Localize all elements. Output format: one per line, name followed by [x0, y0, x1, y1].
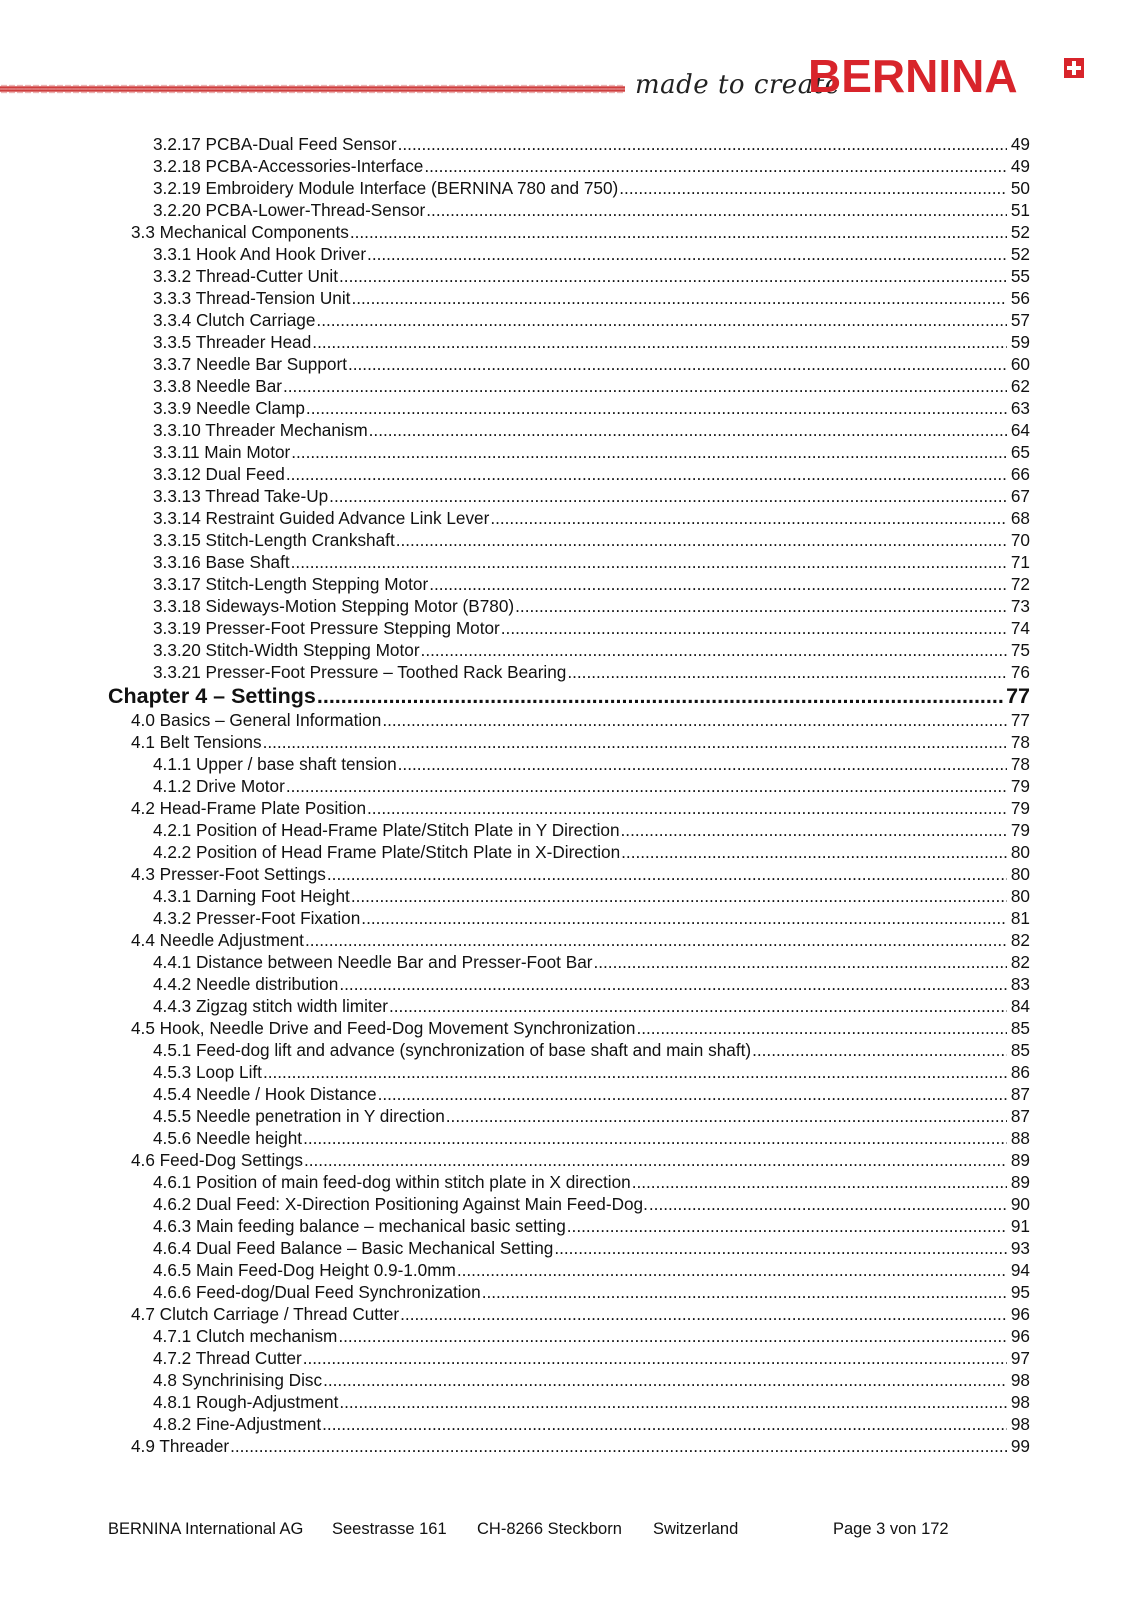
toc-dot-leader	[291, 551, 1007, 573]
toc-entry-page-number: 79	[1010, 820, 1030, 840]
toc-dot-leader	[396, 529, 1007, 551]
toc-entry-title: 3.3.9 Needle Clamp	[153, 398, 305, 418]
toc-dot-leader	[567, 661, 1007, 683]
toc-entry[interactable]	[108, 1325, 1030, 1347]
toc-entry-page-number: 71	[1010, 552, 1030, 572]
toc-entry-page-number: 96	[1010, 1304, 1030, 1324]
toc-dot-leader	[429, 573, 1007, 595]
toc-entry[interactable]	[108, 1391, 1030, 1413]
toc-entry-title: 4.1.2 Drive Motor	[153, 776, 285, 796]
toc-entry[interactable]	[108, 731, 1030, 753]
footer-country: Switzerland	[653, 1520, 739, 1538]
toc-dot-leader	[369, 419, 1007, 441]
toc-entry[interactable]	[108, 177, 1030, 199]
toc-entry-title: 3.2.18 PCBA-Accessories-Interface	[153, 156, 424, 176]
toc-entry[interactable]	[108, 133, 1030, 155]
toc-entry-page-number: 84	[1010, 996, 1030, 1016]
toc-entry-page-number: 73	[1010, 596, 1030, 616]
toc-entry-title: 4.3.1 Darning Foot Height	[153, 886, 350, 906]
toc-entry-page-number: 66	[1010, 464, 1030, 484]
toc-entry[interactable]	[108, 595, 1030, 617]
toc-entry-title: 4.5.1 Feed-dog lift and advance (synchronization of base shaft and main shaft)	[153, 1040, 752, 1060]
toc-dot-leader	[367, 797, 1007, 819]
toc-entry-title: 4.8 Synchrinising Disc	[153, 1370, 323, 1390]
toc-dot-leader	[593, 951, 1007, 973]
toc-entry[interactable]	[108, 1413, 1030, 1435]
toc-entry[interactable]	[108, 617, 1030, 639]
toc-entry[interactable]	[108, 1435, 1030, 1457]
toc-entry-title: 4.6.1 Position of main feed-dog within stitch plate in X direction	[153, 1172, 631, 1192]
toc-entry[interactable]	[108, 1105, 1030, 1127]
toc-entry-title: 3.3.18 Sideways-Motion Stepping Motor (B780)	[153, 596, 515, 616]
toc-entry-page-number: 94	[1010, 1260, 1030, 1280]
footer-street: Seestrasse 161	[332, 1520, 447, 1538]
footer-page-number: Page 3 von 172	[833, 1520, 949, 1538]
toc-dot-leader	[339, 973, 1007, 995]
toc-entry-title: 3.3 Mechanical Components	[131, 222, 349, 242]
toc-entry-title: 4.7.1 Clutch mechanism	[153, 1326, 338, 1346]
brand-tagline: made to create	[635, 70, 841, 100]
toc-entry[interactable]	[108, 397, 1030, 419]
toc-dot-leader	[636, 1017, 1007, 1039]
toc-entry[interactable]	[108, 797, 1030, 819]
toc-entry[interactable]	[108, 243, 1030, 265]
toc-dot-leader	[367, 243, 1007, 265]
toc-entry[interactable]	[108, 287, 1030, 309]
toc-entry-title: 3.3.20 Stitch-Width Stepping Motor	[153, 640, 420, 660]
toc-entry-page-number: 49	[1010, 156, 1030, 176]
toc-entry-page-number: 56	[1010, 288, 1030, 308]
toc-entry-title: 4.6.5 Main Feed-Dog Height 0.9-1.0mm	[153, 1260, 456, 1280]
toc-entry[interactable]	[108, 1061, 1030, 1083]
toc-dot-leader	[457, 1259, 1007, 1281]
toc-entry[interactable]	[108, 485, 1030, 507]
toc-entry[interactable]	[108, 1127, 1030, 1149]
toc-entry-title: 3.3.2 Thread-Cutter Unit	[153, 266, 339, 286]
toc-entry[interactable]	[108, 507, 1030, 529]
toc-entry-page-number: 98	[1010, 1392, 1030, 1412]
toc-entry[interactable]	[108, 1039, 1030, 1061]
toc-dot-leader	[515, 595, 1007, 617]
toc-entry[interactable]	[108, 463, 1030, 485]
toc-entry-page-number: 81	[1010, 908, 1030, 928]
footer-city: CH-8266 Steckborn	[477, 1520, 622, 1538]
toc-entry-title: 3.2.20 PCBA-Lower-Thread-Sensor	[153, 200, 426, 220]
toc-entry-title: 4.5 Hook, Needle Drive and Feed-Dog Movement Synchronization	[131, 1018, 636, 1038]
toc-entry-title: Chapter 4 – Settings	[108, 684, 316, 708]
toc-entry-page-number: 67	[1010, 486, 1030, 506]
toc-dot-leader	[303, 1347, 1007, 1369]
toc-entry-page-number: 89	[1010, 1172, 1030, 1192]
toc-dot-leader	[361, 907, 1007, 929]
toc-entry-title: 3.2.17 PCBA-Dual Feed Sensor	[153, 134, 397, 154]
toc-dot-leader	[400, 1303, 1007, 1325]
toc-entry-page-number: 91	[1010, 1216, 1030, 1236]
toc-entry[interactable]	[108, 951, 1030, 973]
toc-entry[interactable]	[108, 973, 1030, 995]
toc-entry-page-number: 80	[1010, 842, 1030, 862]
toc-entry[interactable]	[108, 907, 1030, 929]
toc-dot-leader	[501, 617, 1007, 639]
toc-entry-title: 3.3.12 Dual Feed	[153, 464, 285, 484]
toc-entry-title: 3.3.16 Base Shaft	[153, 552, 290, 572]
toc-entry-title: 4.5.5 Needle penetration in Y direction	[153, 1106, 445, 1126]
toc-entry[interactable]	[108, 709, 1030, 731]
toc-dot-leader	[286, 775, 1007, 797]
toc-entry[interactable]	[108, 1083, 1030, 1105]
toc-entry[interactable]	[108, 1215, 1030, 1237]
toc-entry-page-number: 88	[1010, 1128, 1030, 1148]
toc-entry[interactable]	[108, 419, 1030, 441]
toc-entry-title: 4.6.2 Dual Feed: X-Direction Positioning Against Main Feed-Dog.	[153, 1194, 648, 1214]
decorative-zigzag-border	[0, 84, 625, 94]
toc-dot-leader	[490, 507, 1007, 529]
toc-entry[interactable]	[108, 1149, 1030, 1171]
toc-entry-title: 4.0 Basics – General Information	[131, 710, 382, 730]
swiss-cross-icon	[1064, 58, 1084, 78]
toc-dot-leader	[286, 463, 1007, 485]
toc-dot-leader	[303, 1127, 1007, 1149]
toc-dot-leader	[317, 683, 1005, 709]
toc-entry[interactable]	[108, 551, 1030, 573]
toc-entry-page-number: 64	[1010, 420, 1030, 440]
toc-dot-leader	[567, 1215, 1007, 1237]
toc-entry-page-number: 87	[1010, 1106, 1030, 1126]
toc-entry-page-number: 76	[1010, 662, 1030, 682]
toc-entry-page-number: 60	[1010, 354, 1030, 374]
page-header	[0, 0, 1132, 120]
toc-entry-page-number: 86	[1010, 1062, 1030, 1082]
toc-dot-leader	[327, 863, 1007, 885]
toc-dot-leader	[230, 1435, 1007, 1457]
toc-dot-leader	[305, 929, 1007, 951]
toc-entry-page-number: 70	[1010, 530, 1030, 550]
toc-dot-leader	[304, 1149, 1007, 1171]
toc-entry-page-number: 99	[1010, 1436, 1030, 1456]
toc-entry[interactable]	[108, 1017, 1030, 1039]
toc-entry-title: 4.7 Clutch Carriage / Thread Cutter	[131, 1304, 400, 1324]
toc-entry-title: 4.2.2 Position of Head Frame Plate/Stitch Plate in X-Direction	[153, 842, 621, 862]
toc-dot-leader	[382, 709, 1007, 731]
toc-dot-leader	[348, 353, 1007, 375]
toc-dot-leader	[621, 819, 1007, 841]
toc-entry-page-number: 97	[1010, 1348, 1030, 1368]
toc-entry-title: 3.2.19 Embroidery Module Interface (BERNINA 780 and 750)	[153, 178, 619, 198]
toc-entry[interactable]	[108, 1369, 1030, 1391]
toc-entry-title: 4.5.4 Needle / Hook Distance	[153, 1084, 377, 1104]
toc-entry-title: 4.3.2 Presser-Foot Fixation	[153, 908, 361, 928]
toc-entry-page-number: 82	[1010, 952, 1030, 972]
toc-entry-page-number: 82	[1010, 930, 1030, 950]
toc-dot-leader	[263, 1061, 1007, 1083]
toc-entry-page-number: 75	[1010, 640, 1030, 660]
toc-entry-title: 3.3.3 Thread-Tension Unit	[153, 288, 351, 308]
toc-entry-page-number: 95	[1010, 1282, 1030, 1302]
toc-entry-title: 4.8.1 Rough-Adjustment	[153, 1392, 339, 1412]
toc-dot-leader	[752, 1039, 1007, 1061]
toc-dot-leader	[389, 995, 1007, 1017]
toc-entry-page-number: 52	[1010, 222, 1030, 242]
toc-dot-leader	[322, 1413, 1007, 1435]
toc-entry-page-number: 80	[1010, 864, 1030, 884]
toc-entry[interactable]	[108, 573, 1030, 595]
toc-dot-leader	[323, 1369, 1007, 1391]
toc-entry-page-number: 85	[1010, 1040, 1030, 1060]
toc-entry-title: 4.8.2 Fine-Adjustment	[153, 1414, 322, 1434]
toc-entry-title: 4.9 Threader	[131, 1436, 230, 1456]
toc-entry[interactable]	[108, 1193, 1030, 1215]
toc-entry[interactable]	[108, 199, 1030, 221]
toc-entry-title: 4.2 Head-Frame Plate Position	[131, 798, 367, 818]
toc-dot-leader	[291, 441, 1007, 463]
toc-entry-page-number: 98	[1010, 1370, 1030, 1390]
toc-dot-leader	[554, 1237, 1007, 1259]
toc-dot-leader	[312, 331, 1007, 353]
toc-entry[interactable]	[108, 441, 1030, 463]
toc-entry-title: 4.1 Belt Tensions	[131, 732, 262, 752]
toc-dot-leader	[426, 199, 1007, 221]
toc-dot-leader	[263, 731, 1007, 753]
toc-entry-page-number: 63	[1010, 398, 1030, 418]
toc-entry-page-number: 62	[1010, 376, 1030, 396]
toc-dot-leader	[632, 1171, 1007, 1193]
toc-entry-page-number: 49	[1010, 134, 1030, 154]
toc-entry-title: 3.3.17 Stitch-Length Stepping Motor	[153, 574, 429, 594]
toc-entry-page-number: 98	[1010, 1414, 1030, 1434]
toc-entry-title: 3.3.7 Needle Bar Support	[153, 354, 347, 374]
toc-dot-leader	[446, 1105, 1007, 1127]
toc-entry-page-number: 79	[1010, 798, 1030, 818]
toc-entry-page-number: 90	[1010, 1194, 1030, 1214]
toc-entry[interactable]	[108, 775, 1030, 797]
toc-entry-title: 3.3.1 Hook And Hook Driver	[153, 244, 367, 264]
toc-entry[interactable]	[108, 661, 1030, 683]
toc-entry-page-number: 55	[1010, 266, 1030, 286]
toc-dot-leader	[306, 397, 1007, 419]
toc-entry-page-number: 93	[1010, 1238, 1030, 1258]
toc-entry-title: 4.4.3 Zigzag stitch width limiter	[153, 996, 388, 1016]
toc-entry[interactable]	[108, 1303, 1030, 1325]
toc-entry-page-number: 68	[1010, 508, 1030, 528]
footer-company: BERNINA International AG	[108, 1520, 304, 1538]
toc-entry-title: 4.4.2 Needle distribution	[153, 974, 339, 994]
toc-entry-title: 4.6.4 Dual Feed Balance – Basic Mechanical Setting	[153, 1238, 554, 1258]
toc-entry[interactable]	[108, 929, 1030, 951]
toc-dot-leader	[619, 177, 1007, 199]
toc-entry-title: 3.3.10 Threader Mechanism	[153, 420, 368, 440]
toc-dot-leader	[649, 1193, 1007, 1215]
toc-entry[interactable]	[108, 309, 1030, 331]
toc-entry[interactable]	[108, 353, 1030, 375]
toc-entry[interactable]	[108, 375, 1030, 397]
toc-entry-title: 4.6.6 Feed-dog/Dual Feed Synchronization	[153, 1282, 481, 1302]
toc-entry-title: 4.5.3 Loop Lift	[153, 1062, 262, 1082]
toc-dot-leader	[424, 155, 1007, 177]
toc-entry[interactable]	[108, 885, 1030, 907]
toc-entry[interactable]	[108, 1171, 1030, 1193]
toc-entry-title: 4.6 Feed-Dog Settings	[131, 1150, 303, 1170]
toc-entry-page-number: 78	[1010, 754, 1030, 774]
toc-entry-page-number: 96	[1010, 1326, 1030, 1346]
toc-entry-title: 4.1.1 Upper / base shaft tension	[153, 754, 397, 774]
toc-entry-title: 3.3.14 Restraint Guided Advance Link Lever	[153, 508, 490, 528]
toc-entry[interactable]	[108, 331, 1030, 353]
toc-entry-title: 4.4.1 Distance between Needle Bar and Presser-Foot Bar	[153, 952, 593, 972]
toc-entry-title: 3.3.19 Presser-Foot Pressure Stepping Motor	[153, 618, 500, 638]
toc-entry-page-number: 52	[1010, 244, 1030, 264]
toc-dot-leader	[398, 133, 1007, 155]
toc-entry-title: 3.3.13 Thread Take-Up	[153, 486, 329, 506]
page-footer	[108, 1520, 1008, 1544]
toc-entry[interactable]	[108, 819, 1030, 841]
toc-entry-page-number: 74	[1010, 618, 1030, 638]
toc-entry-title: 3.3.11 Main Motor	[153, 442, 291, 462]
toc-entry-page-number: 79	[1010, 776, 1030, 796]
toc-entry-page-number: 85	[1010, 1018, 1030, 1038]
toc-entry-title: 3.3.21 Presser-Foot Pressure – Toothed Rack Bearing	[153, 662, 567, 682]
toc-entry[interactable]	[108, 1237, 1030, 1259]
toc-entry[interactable]	[108, 995, 1030, 1017]
toc-chapter-entry[interactable]	[108, 683, 1030, 709]
toc-entry-page-number: 80	[1010, 886, 1030, 906]
toc-dot-leader	[482, 1281, 1007, 1303]
toc-entry[interactable]	[108, 841, 1030, 863]
toc-entry-title: 3.3.15 Stitch-Length Crankshaft	[153, 530, 395, 550]
toc-dot-leader	[316, 309, 1007, 331]
toc-dot-leader	[338, 1325, 1007, 1347]
toc-dot-leader	[350, 221, 1007, 243]
toc-entry[interactable]	[108, 1281, 1030, 1303]
toc-dot-leader	[351, 885, 1007, 907]
toc-entry-page-number: 50	[1010, 178, 1030, 198]
toc-dot-leader	[621, 841, 1007, 863]
toc-entry-page-number: 57	[1010, 310, 1030, 330]
toc-entry-page-number: 59	[1010, 332, 1030, 352]
toc-entry-page-number: 87	[1010, 1084, 1030, 1104]
toc-entry-page-number: 83	[1010, 974, 1030, 994]
toc-entry-page-number: 89	[1010, 1150, 1030, 1170]
toc-entry-title: 3.3.4 Clutch Carriage	[153, 310, 316, 330]
toc-entry[interactable]	[108, 221, 1030, 243]
toc-entry[interactable]	[108, 1259, 1030, 1281]
toc-entry-page-number: 77	[1010, 710, 1030, 730]
toc-dot-leader	[283, 375, 1007, 397]
toc-entry[interactable]	[108, 529, 1030, 551]
toc-dot-leader	[339, 1391, 1007, 1413]
toc-dot-leader	[329, 485, 1007, 507]
toc-entry-page-number: 51	[1010, 200, 1030, 220]
toc-entry[interactable]	[108, 753, 1030, 775]
toc-entry-title: 4.2.1 Position of Head-Frame Plate/Stitch Plate in Y Direction	[153, 820, 620, 840]
toc-entry-title: 4.5.6 Needle height	[153, 1128, 303, 1148]
toc-entry-title: 4.6.3 Main feeding balance – mechanical basic setting	[153, 1216, 566, 1236]
toc-entry-title: 3.3.5 Threader Head	[153, 332, 312, 352]
toc-entry[interactable]	[108, 265, 1030, 287]
toc-entry[interactable]	[108, 155, 1030, 177]
toc-dot-leader	[421, 639, 1007, 661]
toc-entry-title: 4.4 Needle Adjustment	[131, 930, 304, 950]
toc-entry[interactable]	[108, 863, 1030, 885]
toc-entry-title: 4.3 Presser-Foot Settings	[131, 864, 326, 884]
toc-dot-leader	[339, 265, 1007, 287]
toc-entry-title: 3.3.8 Needle Bar	[153, 376, 282, 396]
toc-entry-page-number: 77	[1006, 684, 1030, 708]
toc-entry-title: 4.7.2 Thread Cutter	[153, 1348, 302, 1368]
toc-entry-page-number: 72	[1010, 574, 1030, 594]
toc-entry[interactable]	[108, 639, 1030, 661]
toc-entry[interactable]	[108, 1347, 1030, 1369]
toc-entry-page-number: 78	[1010, 732, 1030, 752]
toc-dot-leader	[351, 287, 1007, 309]
toc-entry-page-number: 65	[1010, 442, 1030, 462]
table-of-contents	[108, 133, 1030, 1457]
brand-logo: BERNINA	[808, 50, 1018, 102]
toc-dot-leader	[378, 1083, 1007, 1105]
toc-dot-leader	[398, 753, 1007, 775]
